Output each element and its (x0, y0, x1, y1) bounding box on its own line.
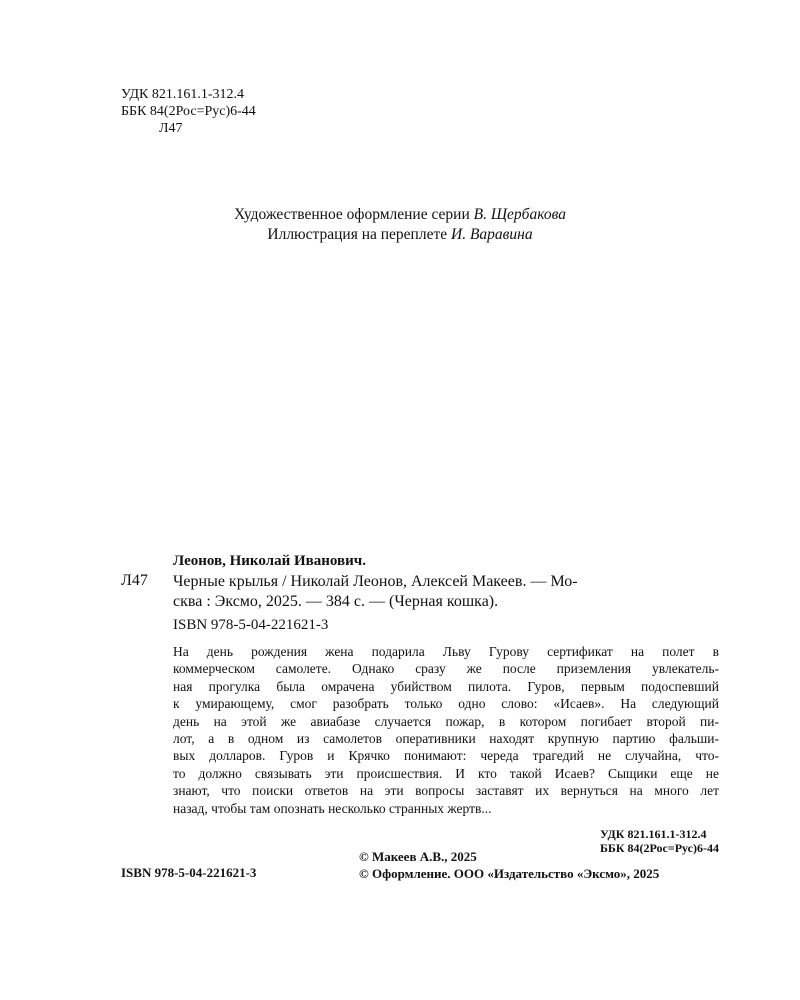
series-design-credit (0, 205, 800, 225)
footer-isbn: ISBN 978-5-04-221621-3 (121, 865, 257, 880)
bibliographic-line: сква : Эксмо, 2025. — 384 с. — (Черная кошка). (173, 593, 499, 610)
bibliographic-author-mark: Л47 (121, 572, 148, 589)
udk-code: УДК 821.161.1-312.4 (121, 87, 245, 102)
series-designer-name: В. Щербакова (473, 206, 566, 223)
annotation-line: вых долларов. Гуров и Крячко понимают: череда трагедий не случайна, что- (173, 748, 719, 764)
annotation-line: ная прогулка была омрачена убийством пилота. Гуров, первым подоспевший (173, 678, 719, 694)
bibliographic-line: Черные крылья / Николай Леонов, Алексей Макеев. — Мо- (173, 573, 578, 590)
footer-udk-code: УДК 821.161.1-312.4 (599, 827, 707, 841)
annotation-line: к умирающему, смог разобрать только одно слово: «Исаев». На следующий (173, 696, 719, 712)
author-mark: Л47 (159, 121, 183, 136)
annotation-line: день на этой же авиабазе случается пожар, в котором погибает второй пи- (173, 713, 719, 729)
annotation-line: лот, а в одном из самолетов оперативники находят крупную партию фальши- (173, 731, 719, 747)
isbn-line: ISBN 978-5-04-221621-3 (173, 617, 329, 633)
annotation-paragraph (173, 643, 719, 817)
annotation-line: назад, чтобы там опознать несколько странных жертв... (173, 800, 492, 816)
series-design-label: Художественное оформление серии (233, 206, 474, 223)
bibliographic-description (173, 572, 719, 612)
design-credits (0, 205, 800, 245)
footer-bbk-code: ББК 84(2Рос=Рус)6-44 (599, 841, 719, 855)
cover-illustration-credit (0, 225, 800, 245)
copyright-design: © Оформление. ООО «Издательство «Эксмо», 2025 (359, 866, 660, 881)
annotation-line: то должно связывать эти происшествия. И кто такой Исаев? Сыщики еще не (173, 765, 719, 781)
annotation-line: коммерческом самолете. Однако сразу же после приземления увлекатель- (173, 661, 719, 677)
illustrator-name: И. Варавина (451, 226, 533, 243)
cover-illustration-label: Иллюстрация на переплете (267, 226, 451, 243)
bbk-code: ББК 84(2Рос=Рус)6-44 (121, 104, 256, 119)
annotation-line: знают, что поиски ответов на эти вопросы заставят их вернуться на много лет (173, 783, 719, 799)
author-heading: Леонов, Николай Иванович. (173, 553, 366, 569)
copyright-author: © Макеев А.В., 2025 (359, 849, 477, 864)
header-classification-codes (121, 86, 256, 137)
copyright-block (359, 848, 659, 882)
annotation-line: На день рождения жена подарила Льву Гурову сертификат на полет в (173, 644, 719, 659)
